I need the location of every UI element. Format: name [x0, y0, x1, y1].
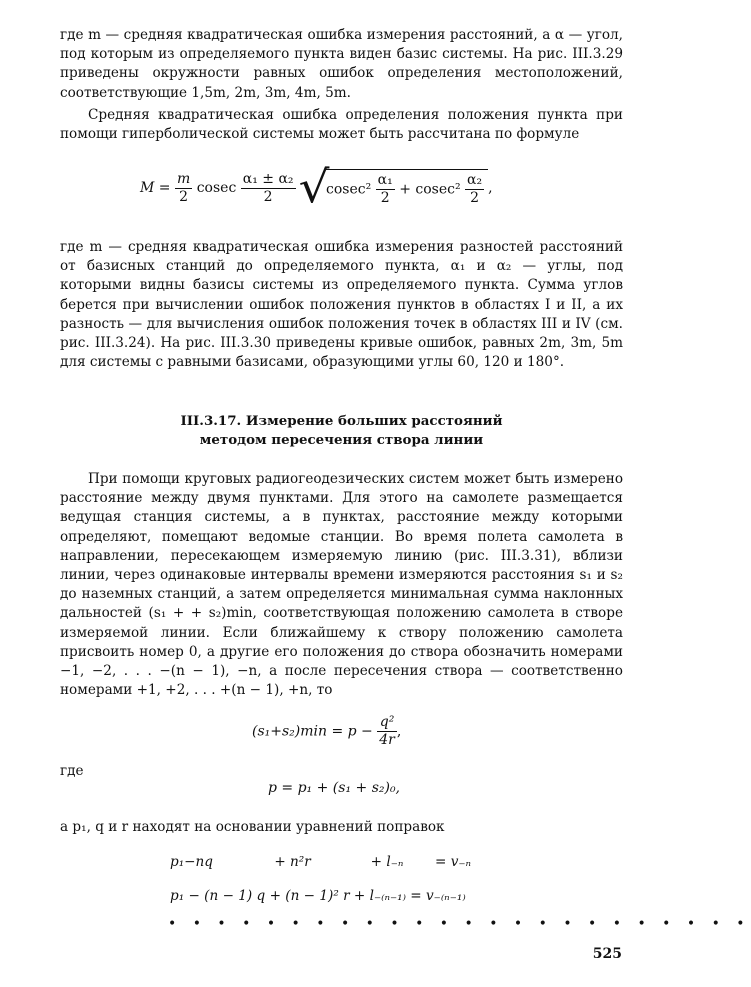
fraction-m-over-2	[175, 171, 192, 206]
page-number: 525	[592, 946, 622, 962]
formula-min-comma: ,	[396, 723, 402, 740]
cosec-term: cosec	[196, 180, 237, 196]
denominator-alpha1: 2	[380, 190, 390, 206]
fraction-alpha2	[465, 172, 484, 207]
formula-min-lhs: (s₁+s₂)min = p −	[252, 723, 373, 740]
fraction-alpha1	[376, 172, 395, 207]
eq1-term-1: p₁−nq	[170, 854, 213, 870]
equation-row-1	[170, 854, 471, 870]
denominator-2: 2	[179, 188, 189, 205]
sqrt-icon: √	[298, 162, 330, 213]
paragraph-hyperbolic-explanation: где m — средняя квадратическая ошибка измерения разностей расстояний от базисных станций до определяемого пункта, α₁ и α₂ — углы, под которыми видны базисы системы из определяемого пункта. Сумма углов берется при вычислении ошибок положения пунктов в областях I и II, а их разность — для вычисления ошибок положения точек в областях III и IV (см. рис. III.3.24). На рис. III.3.30 приведены кривые ошибок, равных 2m, 3m, 5m для системы с равными базисами, образующими углы 60, 120 и 180°.	[60, 239, 623, 371]
continuation-dots: • • • • • • • • • • • • • • • • • • • • • • • •	[168, 916, 751, 932]
formula-lhs: M =	[140, 180, 171, 196]
eq1-term-2: + n²r	[274, 854, 311, 870]
cosec-squared-2: + cosec²	[399, 181, 461, 198]
eq1-term-4: = v₋ₙ	[434, 854, 472, 870]
formula-hyperbolic-error	[140, 162, 493, 213]
heading-line-1: III.3.17. Измерение больших расстояний	[180, 413, 503, 429]
denominator-alpha2: 2	[470, 190, 480, 206]
square-root	[298, 162, 488, 213]
paragraph-hyperbolic-intro: Средняя квадратическая ошибка определения положения пункта при помощи гиперболической системы может быть рассчитана по формуле	[60, 107, 623, 143]
heading-line-2: методом пересечения створа линии	[199, 432, 484, 448]
formula-min-sum	[252, 714, 401, 749]
numerator-m: m	[176, 170, 191, 187]
numerator-q2: q²	[379, 714, 395, 730]
cosec-squared-1: cosec²	[326, 181, 372, 198]
paragraph-distance-measurement: При помощи круговых радиогеодезических систем может быть измерено расстояние между двумя пунктами. Для этого на самолете размещается ведущая станция системы, а в пунктах, расстояние между которыми определяют, помещают ведомые станции. Во время полета самолета в направлении, пересекающем измеряемую линию (рис. III.3.31), вблизи линии, через одинаковые интервалы времени измеряются расстояния s₁ и s₂ до наземных станций, а затем определяется минимальная сумма наклонных дальностей (s₁ + + s₂)min, соответствующая положению самолета в створе измеряемой линии. Если ближайшему к створу положению самолета присвоить номер 0, а другие его положения до створа обозначить номерами −1, −2, . . . −(n − 1), −n, а после пересечения створа — соответственно номерами +1, +2, . . . +(n − 1), +n, то	[60, 471, 623, 699]
paragraph-correction-equations: а p₁, q и r находят на основании уравнений поправок	[60, 819, 445, 835]
numerator-angle-sum: α₁ ± α₂	[242, 170, 294, 187]
formula-comma: ,	[488, 180, 493, 196]
paragraph-circle-errors: где m — средняя квадратическая ошибка измерения расстояний, а α — угол, под которым из определяемого пункта виден базис системы. На рис. III.3.29 приведены окружности равных ошибок определения местоположений, соответствующие 1,5m, 2m, 3m, 4m, 5m.	[60, 27, 623, 101]
eq1-term-3: + l₋ₙ	[370, 854, 404, 870]
denominator-4r: 4r	[379, 732, 395, 748]
eq2-text: p₁ − (n − 1) q + (n − 1)² r + l₋₍ₙ₋₁₎ = v₋₍ₙ₋₁₎	[170, 888, 466, 904]
denominator-angle-sum: 2	[263, 188, 273, 205]
numerator-alpha2: α₂	[467, 172, 483, 188]
equation-row-2	[170, 888, 466, 904]
fraction-q2-over-4r	[377, 714, 397, 749]
section-heading	[60, 412, 623, 450]
fraction-angle-sum	[241, 171, 296, 206]
formula-p	[268, 780, 400, 796]
formula-p-text: p = p₁ + (s₁ + s₂)₀,	[268, 780, 401, 796]
label-where: где	[60, 763, 84, 779]
numerator-alpha1: α₁	[377, 172, 393, 188]
